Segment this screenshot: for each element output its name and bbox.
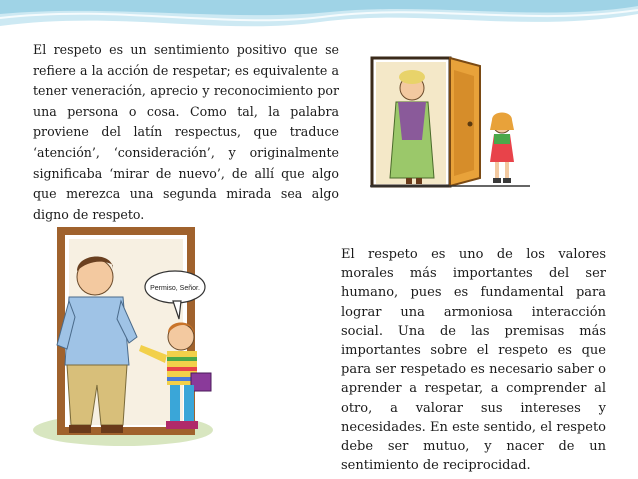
illustration-man-boy-door <box>33 225 223 450</box>
illustration-grandmother-door <box>370 50 530 190</box>
intro-paragraph: El respeto es un sentimiento positivo que se refiere a la acción de respetar; es equivalente a tener veneración, aprecio y reconocimiento por una persona o cosa. Como tal, la palabra proviene del latín respectus, que traduce ‘atención’, ‘consideración’, y originalmente significaba ‘mirar de nuevo’, de allí que algo que merezca una segunda mirada sea algo digno de respeto. <box>33 42 339 222</box>
header-wave-decoration <box>0 0 638 40</box>
speech-bubble-text: Permiso, Señor. <box>150 285 200 292</box>
values-paragraph: El respeto es uno de los valores morales más importantes del ser humano, pues es fundamental para lograr una armoniosa interacción social. Una de las premisas más importantes sobre el respeto es que para ser respetado es necesario saber o aprender a respetar, a comprender al otro, a valorar sus intereses y necesidades. En este sentido, el respeto debe ser mutuo, y nacer de un sentimiento de reciprocidad. <box>341 247 606 474</box>
